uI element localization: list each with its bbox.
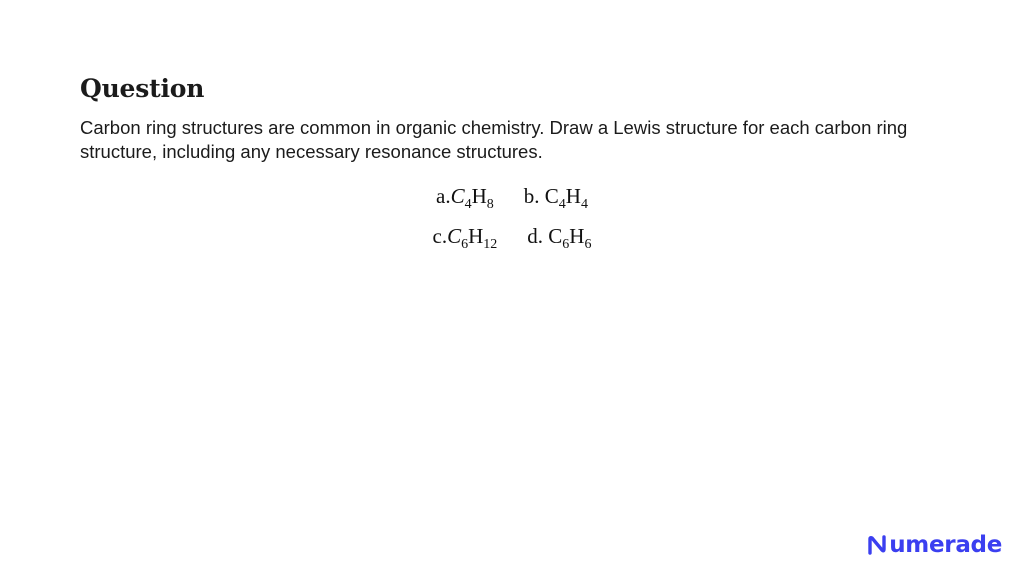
numerade-n-icon xyxy=(867,534,889,556)
formula-item-c: $c.C_6H_{12}$ xyxy=(432,223,498,252)
numerade-logo[interactable] xyxy=(867,532,1002,558)
formula-item-d: d. $C_6H_6$ xyxy=(527,223,592,252)
formula-list xyxy=(0,176,1024,256)
question-heading: Question xyxy=(80,74,205,103)
formula-row xyxy=(0,216,1024,256)
brand-name: umerade xyxy=(889,532,1002,558)
formula-row xyxy=(0,176,1024,216)
formula-item-b: b. $C_4H_4$ xyxy=(523,183,588,212)
question-text: Carbon ring structures are common in organic chemistry. Draw a Lewis structure for each carbon ring structure, including any necessary resonance structures. xyxy=(80,117,908,162)
formula-item-a: $a.C_4H_8$ xyxy=(436,183,494,212)
